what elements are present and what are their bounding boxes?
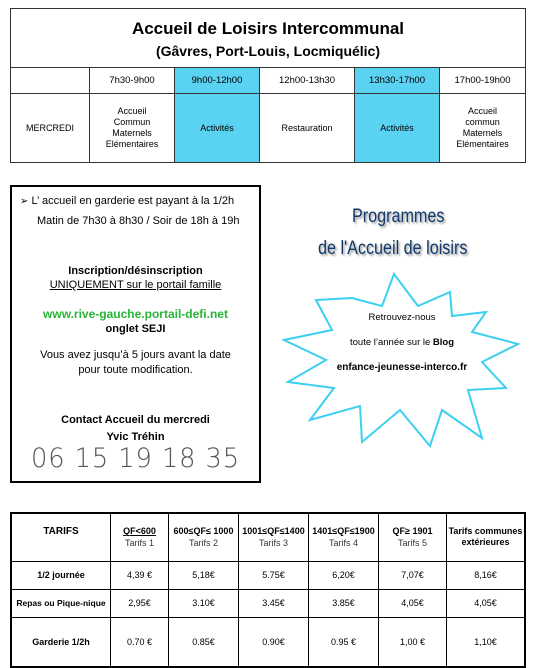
inscription-sub-text: UNIQUEMENT sur le portail famille xyxy=(49,279,222,291)
row-label: 1/2 journée xyxy=(11,561,111,589)
blog-link[interactable]: enfance-jeunesse-interco.fr xyxy=(336,362,468,373)
row-label: Repas ou Pique-nique xyxy=(11,589,111,617)
tarif-range: 600≤QF≤ 1000 xyxy=(173,526,234,537)
tarif-col-header xyxy=(379,513,447,561)
info-box xyxy=(10,185,261,483)
row-label: Garderie 1/2h xyxy=(11,617,111,667)
portal-link[interactable]: www.rive-gauche.portail-defi.net xyxy=(43,307,228,321)
price-cell: 0.85€ xyxy=(169,617,239,667)
arrow-bullet-icon: ➢ xyxy=(20,196,29,207)
price-cell: 1,00 € xyxy=(379,617,447,667)
hour-cell: 7h30-9h00 xyxy=(90,68,175,94)
tarif-col-header xyxy=(309,513,379,561)
price-cell: 2,95€ xyxy=(111,589,169,617)
tarif-col-header xyxy=(169,513,239,561)
contact-title: Contact Accueil du mercredi xyxy=(61,414,210,426)
slot-line: Maternels xyxy=(462,128,503,138)
tarif-label: Tarifs 2 xyxy=(188,538,218,549)
phone-number: 06 15 19 18 35 xyxy=(30,443,241,474)
garderie-text: L’ accueil en garderie est payant à la 1/2h xyxy=(31,195,235,207)
slot-cell xyxy=(440,94,526,163)
slot-line: Commun xyxy=(113,117,151,127)
starburst-polygon xyxy=(284,274,518,446)
tarifs-title: TARIFS xyxy=(11,513,111,561)
price-cell: 8,16€ xyxy=(447,561,526,589)
page-subtitle: (Gâvres, Port-Louis, Locmiquélic) xyxy=(155,43,381,59)
price-cell: 7,07€ xyxy=(379,561,447,589)
slot-cell xyxy=(175,94,260,163)
hour-cell: 13h30-17h00 xyxy=(355,68,440,94)
price-cell: 0.90€ xyxy=(239,617,309,667)
star-line-1: Retrouvez-nous xyxy=(368,312,436,323)
garderie-line xyxy=(12,195,259,207)
inscription-title: Inscription/désinscription xyxy=(68,265,203,277)
price-cell: 1,10€ xyxy=(447,617,526,667)
slot-line: Accueil xyxy=(467,106,497,116)
price-cell: 4,05€ xyxy=(447,589,526,617)
tarif-col-header: Tarifs communes extérieures xyxy=(447,513,526,561)
tarif-col-header xyxy=(111,513,169,561)
programmes-title: Programmes xyxy=(352,206,445,227)
portal-tab: onglet SEJI xyxy=(105,323,166,335)
price-cell: 5.75€ xyxy=(239,561,309,589)
hour-cell: 12h00-13h30 xyxy=(260,68,355,94)
hour-empty-cell xyxy=(11,68,90,94)
slot-line: Maternels xyxy=(112,128,152,138)
tarif-label: Tarifs 4 xyxy=(328,538,358,549)
tarif-range: 1401≤QF≤1900 xyxy=(312,526,375,537)
price-cell: 3.45€ xyxy=(239,589,309,617)
header-cell xyxy=(11,9,526,68)
tarif-range: QF≥ 1901 xyxy=(392,526,433,537)
slot-line: Elémentaires xyxy=(456,139,509,149)
price-cell: 4,39 € xyxy=(111,561,169,589)
tarif-range: QF<600 xyxy=(123,526,156,537)
slot-cell xyxy=(90,94,175,163)
inscription-sub xyxy=(12,279,259,291)
garderie-hours: Matin de 7h30 à 8h30 / Soir de 18h à 19h xyxy=(37,215,240,227)
star-line-2-text: toute l’année sur le xyxy=(349,337,433,348)
price-cell: 4,05€ xyxy=(379,589,447,617)
slot-cell xyxy=(355,94,440,163)
tarifs-table xyxy=(10,512,526,668)
tarif-col-header xyxy=(239,513,309,561)
slot-line: Accueil xyxy=(117,106,147,116)
schedule-table xyxy=(10,8,526,163)
slot-line: Activités xyxy=(380,122,414,133)
price-cell: 5,18€ xyxy=(169,561,239,589)
day-cell: MERCREDI xyxy=(11,94,90,163)
slot-line: Activités xyxy=(200,122,234,133)
blog-word: Blog xyxy=(432,337,455,348)
price-cell: 0.95 € xyxy=(309,617,379,667)
contact-name: Yvic Tréhin xyxy=(106,431,165,443)
delay-line-1: Vous avez jusqu’à 5 jours avant la date xyxy=(40,349,231,361)
hour-cell: 17h00-19h00 xyxy=(440,68,526,94)
hour-cell: 9h00-12h00 xyxy=(175,68,260,94)
programmes-subtitle: de l'Accueil de loisirs xyxy=(318,238,468,259)
slot-cell xyxy=(260,94,355,163)
tarif-range: 1001≤QF≤1400 xyxy=(242,526,305,537)
price-cell: 3.10€ xyxy=(169,589,239,617)
slot-line: Elémentaires xyxy=(105,139,159,149)
tarif-label: Tarifs 5 xyxy=(397,538,427,549)
delay-line-2: pour toute modification. xyxy=(78,364,193,376)
tarif-label: Tarifs 3 xyxy=(258,538,288,549)
tarif-label: Tarifs 1 xyxy=(124,538,154,549)
slot-line: Restauration xyxy=(281,122,333,133)
slot-line: commun xyxy=(465,117,500,127)
starburst-shape xyxy=(282,270,522,448)
page-title: Accueil de Loisirs Intercommunal xyxy=(131,19,405,38)
price-cell: 3.85€ xyxy=(309,589,379,617)
price-cell: 0.70 € xyxy=(111,617,169,667)
price-cell: 6,20€ xyxy=(309,561,379,589)
star-line-2 xyxy=(282,337,522,348)
